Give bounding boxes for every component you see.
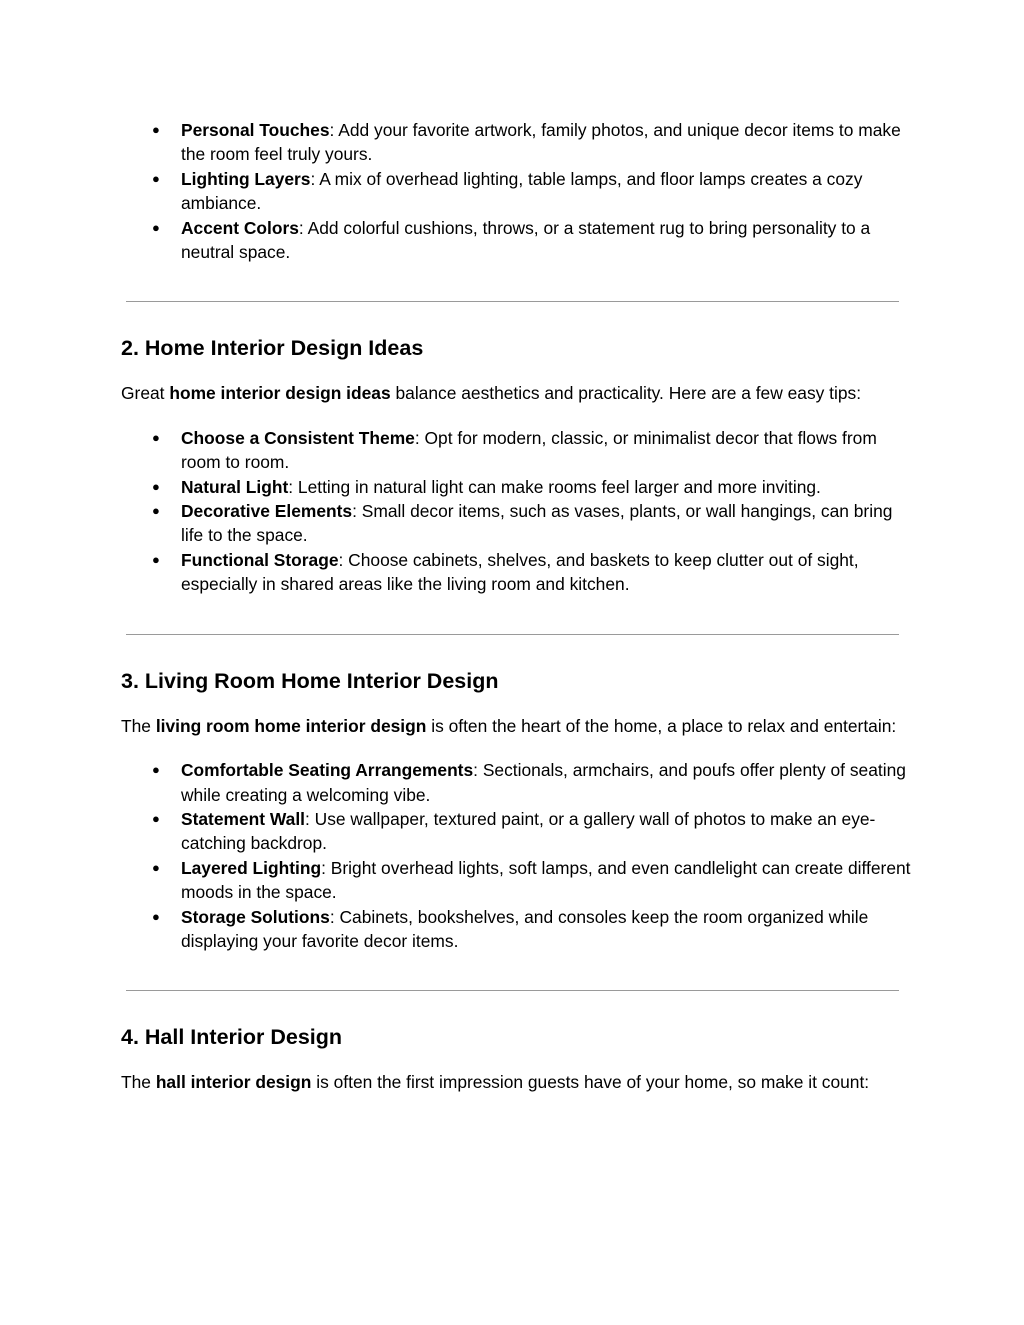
list-item (152, 905, 911, 954)
section-intro (121, 381, 911, 405)
list-item (152, 426, 911, 475)
list-item (152, 167, 911, 216)
bullet-icon: ● (152, 762, 160, 778)
intro-text: balance aesthetics and practicality. Here are a few easy tips: (390, 383, 862, 404)
bullet-icon: ● (152, 478, 160, 494)
intro-text: The (121, 715, 156, 736)
bullet-icon: ● (152, 219, 160, 235)
list-item-text: : Sectionals, armchairs, and poufs offer plenty of seating while creating a welcoming vibe. (181, 760, 906, 805)
list-item-text: : Opt for modern, classic, or minimalist decor that flows from room to room. (181, 427, 877, 473)
bullet-list-home-ideas (121, 426, 911, 597)
list-item-text: : Add colorful cushions, throws, or a statement rug to bring personality to a neutral space. (181, 217, 871, 263)
list-item-term: Functional Storage (181, 549, 339, 570)
list-item (152, 118, 911, 167)
section-divider (126, 634, 899, 635)
section-heading: 4. Hall Interior Design (121, 1025, 343, 1050)
bullet-icon: ● (152, 859, 160, 875)
bullet-icon: ● (152, 810, 160, 826)
list-item-term: Statement Wall (181, 808, 306, 829)
list-item-term: Layered Lighting (181, 857, 322, 878)
list-item-text: : Choose cabinets, shelves, and baskets to keep clutter out of sight, especially in shared areas like the living room and kitchen. (181, 549, 859, 595)
list-item-term: Comfortable Seating Arrangements (181, 760, 474, 781)
document-content (121, 118, 911, 1095)
list-item (152, 807, 911, 856)
bullet-icon: ● (152, 122, 160, 137)
bullet-list-personalization (121, 118, 911, 264)
bullet-icon: ● (152, 551, 160, 567)
intro-keyword: living room home interior design (155, 715, 427, 736)
list-item-term: Natural Light (181, 476, 289, 497)
intro-text: is often the first impression guests have of your home, so make it count: (311, 1072, 870, 1093)
list-item (152, 758, 911, 807)
list-item-term: Accent Colors (181, 217, 299, 238)
bullet-icon: ● (152, 908, 160, 924)
list-item-term: Personal Touches (181, 120, 330, 140)
intro-keyword: hall interior design (155, 1072, 312, 1093)
section-intro (121, 714, 911, 738)
list-item-text: : Add your favorite artwork, family photos, and unique decor items to make the room feel truly yours. (181, 120, 901, 165)
list-item-text: : Small decor items, such as vases, plants, or wall hangings, can bring life to the space. (181, 501, 893, 546)
list-item-term: Decorative Elements (181, 501, 353, 522)
intro-text: Great (121, 383, 170, 404)
list-item (152, 548, 911, 597)
bullet-list-living-room (121, 758, 911, 953)
section-heading: 2. Home Interior Design Ideas (121, 336, 424, 361)
bullet-icon: ● (152, 170, 160, 186)
intro-keyword: home interior design ideas (169, 383, 391, 404)
list-item-text: : Cabinets, bookshelves, and consoles keep the room organized while displaying your favorite decor items. (181, 906, 869, 951)
section-intro (121, 1070, 911, 1094)
list-item-text: : Bright overhead lights, soft lamps, and even candlelight can create different moods in the space. (181, 857, 911, 903)
list-item (152, 856, 911, 905)
list-item-term: Storage Solutions (181, 906, 330, 927)
list-item-term: Lighting Layers (181, 168, 311, 189)
list-item-text: : Letting in natural light can make rooms feel larger and more inviting. (288, 476, 821, 497)
section-divider (126, 990, 899, 991)
list-item (152, 499, 911, 548)
intro-text: The (121, 1072, 156, 1093)
section-heading: 3. Living Room Home Interior Design (121, 668, 499, 693)
list-item-text: : A mix of overhead lighting, table lamps, and floor lamps creates a cozy ambiance. (181, 168, 863, 214)
bullet-icon: ● (152, 429, 160, 445)
bullet-icon: ● (152, 503, 160, 519)
list-item-text: : Use wallpaper, textured paint, or a gallery wall of photos to make an eye-catching backdrop. (181, 808, 876, 854)
section-divider (126, 301, 899, 302)
list-item (152, 475, 911, 499)
list-item (152, 216, 911, 265)
intro-text: is often the heart of the home, a place to relax and entertain: (426, 715, 897, 736)
list-item-term: Choose a Consistent Theme (181, 427, 415, 448)
